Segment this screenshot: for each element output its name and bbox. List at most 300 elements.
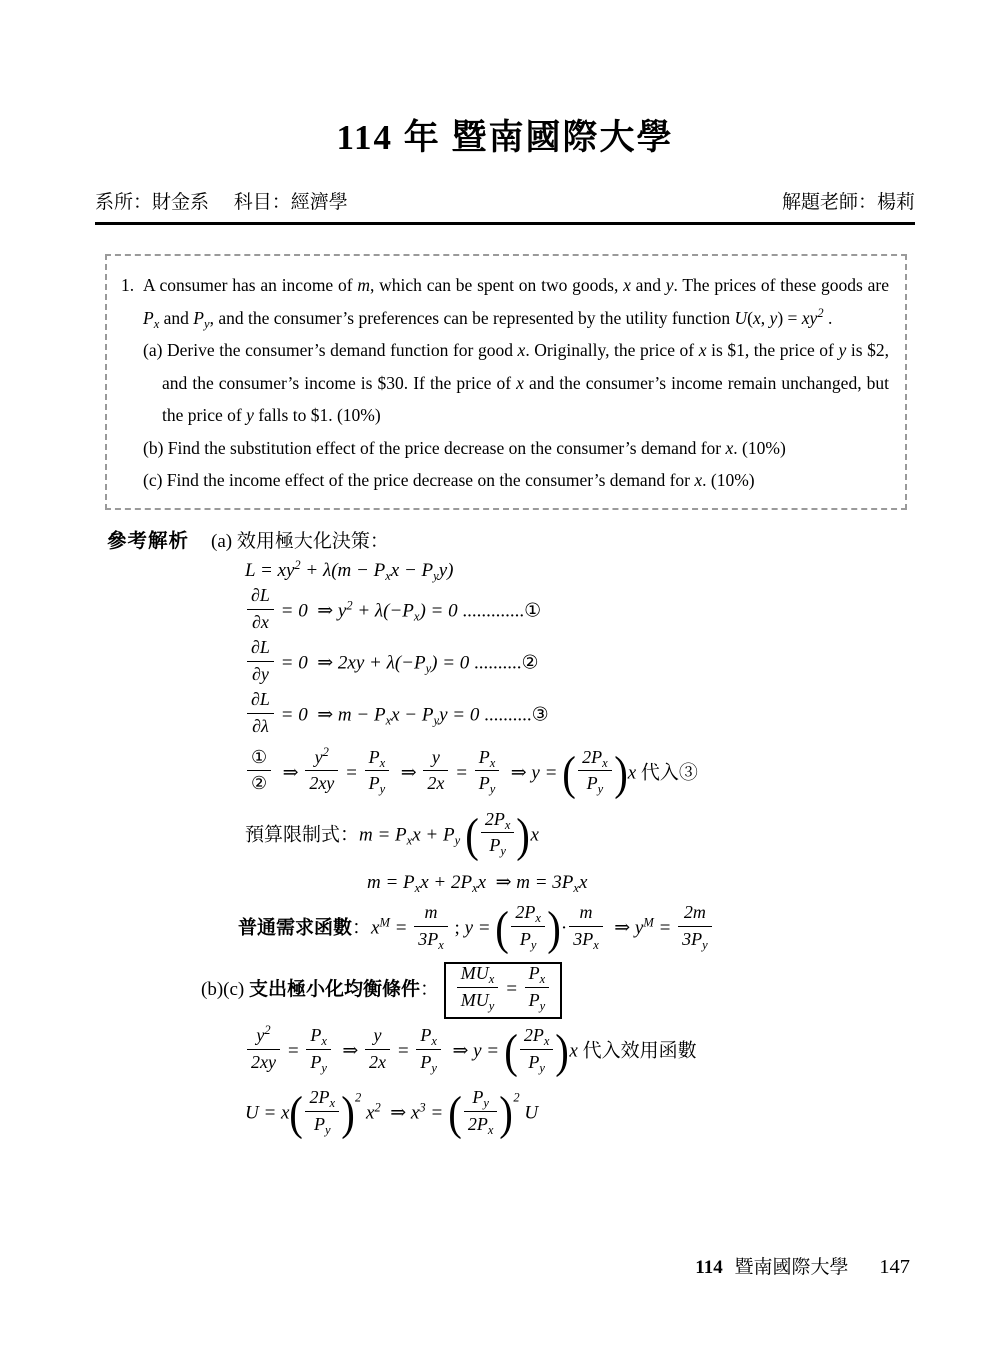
subscript: y [425, 661, 432, 676]
math-token: y = 0 [439, 704, 480, 726]
math-token: 2P [484, 808, 505, 829]
math-token: MU [460, 963, 489, 984]
italic-text: P [193, 307, 204, 328]
fraction [305, 744, 338, 795]
fraction-numerator [416, 1025, 441, 1050]
subscript: y [379, 782, 386, 797]
upright-text: ..........② [469, 652, 539, 674]
subscript: y [321, 1060, 327, 1075]
math-token: = [389, 917, 413, 939]
italic-text: x [517, 340, 526, 360]
math-token: 2P [515, 902, 536, 923]
page-title: 114 年 暨南國際大學 [336, 118, 674, 157]
fraction [457, 963, 499, 1011]
fraction-numerator [365, 1025, 390, 1050]
italic-text: x [623, 275, 631, 295]
fraction [423, 747, 448, 795]
fraction-denominator [365, 771, 390, 795]
math-token: , which can be spent on two goods, [370, 275, 624, 295]
math-token: . (10%) [702, 470, 755, 490]
math-token: = 0 [275, 652, 308, 674]
italic-text: y [838, 340, 847, 360]
big-paren: ) [341, 1087, 355, 1141]
math-token: 2xy + λ(−P [337, 652, 426, 674]
upright-text: ⇒ [380, 1102, 411, 1124]
superscript: 2 [264, 1023, 271, 1038]
fraction-numerator [569, 902, 603, 927]
equation-budget-constraint [245, 807, 915, 865]
math-token: 2P [582, 746, 603, 767]
math-token: y [256, 1025, 265, 1046]
big-paren: ) [547, 902, 561, 956]
math-token: ) = 0 [419, 600, 458, 622]
subscript: y [204, 316, 210, 331]
math-token: = [392, 1040, 415, 1062]
question-part-a [143, 334, 889, 432]
fraction-denominator [247, 662, 274, 686]
math-token: P [310, 1051, 322, 1072]
header-divider [95, 222, 915, 225]
upright-text: 代入效用函數 [577, 1040, 697, 1062]
upright-text: ⇒ [486, 871, 517, 893]
fraction-numerator [423, 747, 448, 772]
equation-utility-substitution [245, 1085, 915, 1143]
subscript: x [153, 316, 160, 331]
fraction-denominator [414, 927, 448, 951]
math-token: and [159, 307, 194, 328]
fraction-denominator [247, 771, 271, 795]
italic-text: y [665, 275, 674, 295]
fraction-denominator [481, 833, 515, 857]
footer-exam-year: 114 [695, 1257, 723, 1278]
big-paren: ) [516, 808, 531, 862]
fraction-numerator [464, 1087, 498, 1112]
math-token: x − P [390, 559, 434, 581]
department-label: 系所：財金系 [95, 192, 210, 213]
subscript: y [597, 782, 604, 797]
fraction-denominator [305, 1112, 339, 1136]
subscript: y [488, 998, 495, 1013]
fraction-numerator [481, 809, 515, 834]
fraction [678, 902, 712, 950]
subscript: x [385, 568, 391, 583]
fraction [520, 1025, 554, 1073]
math-token: 2x [427, 773, 445, 794]
question-body [143, 269, 889, 497]
fraction [305, 1087, 339, 1135]
math-token: x [371, 917, 380, 939]
fraction [365, 1025, 390, 1073]
exam-header [95, 187, 915, 214]
math-token: P [420, 1025, 432, 1046]
math-token: y = [464, 917, 496, 939]
math-token: . Originally, the price of [525, 340, 699, 360]
footer-school-name: 暨南國際大學 [734, 1257, 849, 1278]
equation-ratio-condition [245, 745, 915, 803]
fraction-denominator [520, 1050, 554, 1074]
equation-foc-y [245, 637, 915, 688]
subscript: x [488, 972, 495, 987]
fraction [306, 1025, 331, 1073]
solution-heading [211, 526, 389, 553]
subscript: x [487, 1122, 494, 1137]
math-token: ∂x [252, 611, 269, 632]
superscript: 2 [294, 557, 301, 572]
math-token: x − P [391, 704, 434, 726]
equation-expenditure-condition [201, 962, 915, 1019]
fraction-denominator [305, 771, 338, 795]
math-token: x + P [412, 823, 455, 845]
fraction [247, 585, 274, 633]
upright-text: ⇒ [391, 761, 422, 783]
upright-text: 預算限制式： [245, 823, 360, 845]
fraction-numerator [247, 1025, 280, 1050]
italic-text: x [698, 340, 707, 360]
upright-text: ⇒ [273, 761, 304, 783]
italic-text: U [734, 307, 748, 328]
fraction-denominator [525, 988, 550, 1012]
header-left [95, 187, 348, 214]
fraction-denominator [365, 1050, 390, 1074]
math-token: ∂y [252, 663, 269, 684]
big-paren: ) [613, 746, 628, 800]
math-token: x [361, 1102, 375, 1124]
fraction [481, 809, 515, 857]
subscript: y [324, 1122, 331, 1137]
upright-text: · [560, 917, 568, 939]
bold-label: 支出極小化均衡條件 [249, 979, 421, 1001]
footer-page-number: 147 [879, 1256, 910, 1278]
math-token: P [478, 773, 490, 794]
subject-label: 科目：經濟學 [233, 192, 348, 213]
math-token: ) = [777, 307, 802, 328]
fraction-numerator [520, 1025, 554, 1050]
fraction [247, 689, 274, 737]
teacher-label: 解題老師：楊莉 [781, 192, 915, 213]
math-token: and [630, 275, 666, 295]
upright-text: (b)(c) [201, 979, 249, 1001]
fraction-numerator [247, 689, 274, 714]
subscript: y [431, 1060, 437, 1075]
question-number: 1. [121, 275, 135, 295]
fraction-denominator [457, 988, 499, 1012]
math-token: P [478, 746, 490, 767]
math-token: is $1, the price of [706, 340, 839, 360]
math-token: U [519, 1102, 539, 1124]
math-token: P [472, 1087, 484, 1108]
math-token: . [823, 307, 833, 328]
fraction [578, 747, 612, 795]
superscript: 2 [346, 598, 353, 613]
big-paren: ) [555, 1025, 570, 1079]
fraction-numerator [365, 747, 390, 772]
subscript: x [535, 911, 541, 926]
superscript: 2 [817, 305, 824, 320]
superscript: 3 [419, 1100, 426, 1115]
math-token: m [424, 902, 438, 923]
math-token: falls to $1. (10%) [253, 405, 381, 425]
math-token: P [310, 1025, 322, 1046]
fraction [247, 747, 271, 795]
upright-text: ⇒ [442, 1040, 474, 1062]
italic-text: m [357, 275, 370, 295]
math-token: (b) Find the substitution effect of the price decrease on the consumer’s demand for [143, 437, 726, 458]
subscript: x [593, 937, 599, 952]
boxed-equation [444, 962, 562, 1019]
fraction-numerator [578, 747, 612, 772]
math-token: y [337, 600, 347, 622]
superscript: M [643, 915, 654, 930]
math-token: P [313, 1113, 325, 1134]
fraction-denominator [247, 610, 274, 634]
superscript: 2 [374, 1100, 381, 1115]
fraction-numerator [414, 902, 448, 927]
page-footer [695, 1252, 910, 1279]
math-token: x [477, 871, 487, 893]
math-token: x [627, 761, 637, 783]
fraction-numerator [247, 747, 271, 772]
math-token: m = P [367, 871, 415, 893]
equation-ordinary-demand [238, 900, 915, 958]
fraction-numerator [247, 585, 274, 610]
math-token: , and the consumer’s preferences can be represented by the utility function [209, 307, 735, 328]
math-token: x [569, 1040, 578, 1062]
math-token: . (10%) [733, 437, 786, 458]
math-token: m = 3P [516, 871, 574, 893]
math-token: m = P [359, 823, 407, 845]
math-token: 2xy [251, 1051, 276, 1072]
math-token: y [314, 746, 323, 767]
math-token: P [528, 989, 540, 1010]
big-paren: ( [448, 1087, 462, 1141]
question-1 [115, 269, 889, 497]
math-token: x [578, 871, 588, 893]
subscript: x [438, 937, 444, 952]
subscript: y [483, 1096, 489, 1111]
fraction [475, 747, 500, 795]
fraction [511, 902, 545, 950]
equation-foc-lambda [245, 689, 915, 740]
fraction-denominator [464, 1112, 498, 1136]
fraction-denominator [423, 771, 448, 795]
math-token: U = x [245, 1102, 290, 1124]
fraction-denominator [678, 927, 712, 951]
fraction-denominator [247, 714, 274, 738]
solution-label: 參考解析 [107, 530, 190, 552]
upright-text: ; [449, 917, 465, 939]
math-token: (c) Find the income effect of the price decrease on the consumer’s demand for [143, 470, 695, 490]
subscript: x [431, 1034, 437, 1049]
fraction [414, 902, 448, 950]
italic-text: xy [801, 307, 818, 328]
math-token: P [368, 746, 380, 767]
subscript: y [454, 832, 461, 847]
fraction-numerator [511, 902, 545, 927]
subscript: x [329, 1096, 336, 1111]
math-token: 3P [418, 928, 439, 949]
upright-text: ： [352, 917, 372, 939]
fraction [416, 1025, 441, 1073]
math-token: m − P [337, 704, 386, 726]
math-token: x [410, 1102, 420, 1124]
fraction [525, 963, 550, 1011]
subscript: y [539, 998, 546, 1013]
math-token: = [425, 1102, 448, 1124]
italic-text: P [143, 307, 154, 328]
math-token: 2x [369, 1051, 387, 1072]
fraction [569, 902, 603, 950]
equation-lagrangian [245, 557, 915, 585]
subscript: y [433, 713, 440, 728]
fraction-denominator [511, 927, 545, 951]
math-token: 2P [523, 1025, 544, 1046]
math-token: ( [747, 307, 753, 328]
big-paren: ( [465, 808, 479, 862]
fraction-numerator [525, 963, 550, 988]
math-token: x [530, 823, 539, 845]
italic-text: x [753, 307, 761, 328]
italic-text: y [769, 307, 778, 328]
math-token: + λ(−P [352, 600, 414, 622]
fraction-numerator [457, 963, 499, 988]
math-token: y) [438, 559, 454, 581]
math-token: ∂L [251, 637, 270, 658]
math-token: = 0 [275, 600, 308, 622]
big-paren: ( [504, 1025, 518, 1079]
fraction [464, 1087, 498, 1135]
math-token: L = xy [245, 559, 295, 581]
fraction-numerator [306, 1025, 331, 1050]
superscript: 2 [322, 744, 329, 759]
subscript: y [539, 1060, 545, 1075]
upright-text: ⇒ [307, 704, 338, 726]
fraction-denominator [578, 771, 612, 795]
paren-exponent: 2 [513, 1090, 520, 1105]
upright-text: ② [251, 773, 268, 794]
fraction-denominator [416, 1050, 441, 1074]
math-token: ∂λ [252, 716, 269, 737]
math-token: = [281, 1040, 305, 1062]
fraction-numerator [678, 902, 712, 927]
math-token: 3P [682, 928, 703, 949]
subscript: x [573, 880, 579, 895]
subscript: y [530, 937, 537, 952]
subscript: x [321, 1034, 327, 1049]
italic-text: x [516, 372, 524, 393]
math-token: = 0 [275, 704, 308, 726]
math-token: A consumer has an income of [143, 275, 358, 295]
question-part-b [143, 432, 889, 465]
subscript: x [543, 1034, 550, 1049]
problem-box [105, 254, 907, 510]
subscript: x [413, 609, 420, 624]
math-token: P [489, 835, 501, 856]
math-token: , [760, 307, 770, 328]
superscript: M [379, 915, 390, 930]
upright-text: ..........③ [479, 704, 549, 726]
math-token: = [653, 917, 677, 939]
math-token: (a) Derive the consumer’s demand function for good [143, 340, 518, 360]
solution-header [107, 525, 915, 553]
math-token: . The prices of these goods are [673, 275, 889, 295]
math-token: 2m [683, 902, 706, 923]
fraction [247, 1025, 280, 1073]
italic-text: x [694, 470, 703, 490]
math-token: = [500, 978, 523, 1000]
math-token: m [579, 902, 593, 923]
math-token: y [373, 1025, 382, 1046]
math-token: P [528, 1051, 540, 1072]
subscript: x [602, 755, 608, 770]
fraction-numerator [475, 747, 500, 772]
math-token: is $2, and the consumer’s income is $30. If the price of [162, 340, 889, 393]
big-paren: ) [499, 1087, 514, 1141]
upright-text: ⇒ [307, 600, 338, 622]
paren-exponent: 2 [355, 1090, 362, 1105]
math-token: P [368, 773, 380, 794]
question-part-c [143, 464, 889, 497]
fraction-numerator [305, 1087, 339, 1112]
upright-text: 代入③ [636, 761, 698, 783]
math-token: 2xy [309, 773, 335, 794]
math-token: = [340, 761, 363, 783]
italic-text: y [246, 405, 254, 425]
upright-text: ⇒ [307, 652, 338, 674]
fraction-numerator [247, 637, 274, 662]
subscript: x [406, 832, 413, 847]
bold-label: 普通需求函數 [238, 917, 353, 939]
fraction-denominator [569, 927, 603, 951]
fraction [247, 637, 274, 685]
equation-budget-simplified [367, 869, 915, 897]
subscript: y [489, 782, 496, 797]
subscript: x [379, 755, 386, 770]
math-token: y = [473, 1040, 504, 1062]
math-token: + λ(m − P [300, 559, 386, 581]
upright-text: .............① [457, 600, 542, 622]
math-token: = [450, 761, 473, 783]
question-intro [143, 269, 889, 334]
solution-section [95, 525, 915, 1144]
math-token: y [431, 746, 440, 767]
subscript: y [702, 937, 708, 952]
upright-text: ： [420, 979, 444, 1001]
math-token: ) = 0 [431, 652, 470, 674]
upright-text: ⇒ [501, 761, 532, 783]
upright-text: ① [251, 746, 268, 767]
math-token: ∂L [251, 689, 270, 710]
math-token: P [586, 773, 598, 794]
math-token: y = [531, 761, 563, 783]
subscript: x [414, 880, 421, 895]
equation-ratio-condition-2 [245, 1023, 915, 1081]
fraction-denominator [247, 1050, 280, 1074]
subscript: x [385, 713, 392, 728]
math-token: 2P [467, 1113, 488, 1134]
math-token: P [420, 1051, 432, 1072]
math-token: x + 2P [420, 871, 473, 893]
fraction-denominator [306, 1050, 331, 1074]
math-token: 3P [573, 928, 594, 949]
big-paren: ( [495, 902, 510, 956]
fraction-numerator [305, 744, 338, 772]
fraction [365, 747, 390, 795]
fraction-denominator [475, 771, 500, 795]
italic-text: x [725, 437, 734, 458]
math-token: y [634, 917, 644, 939]
upright-text: ⇒ [332, 1040, 364, 1062]
subscript: x [504, 817, 511, 832]
